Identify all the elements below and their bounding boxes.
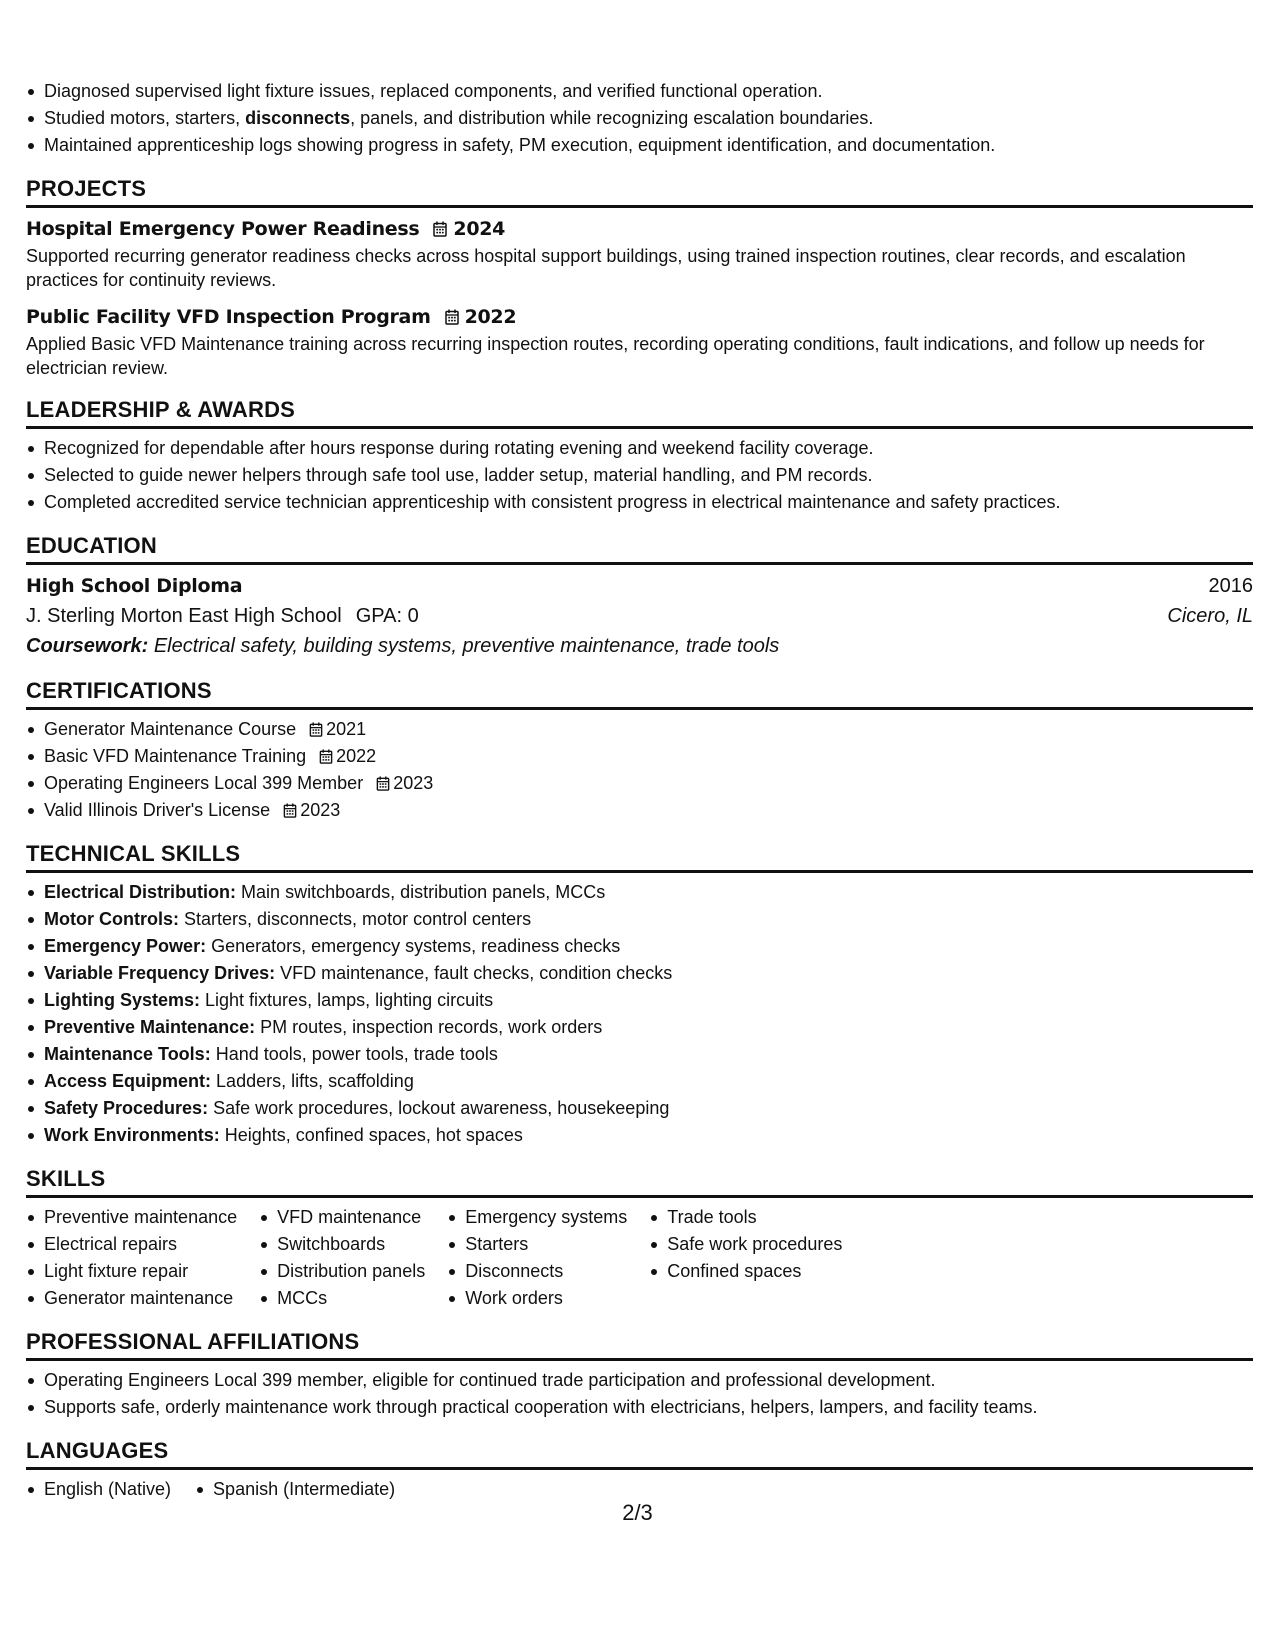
language-item: Spanish (Intermediate) bbox=[195, 1476, 395, 1503]
project-year: 2024 bbox=[453, 218, 506, 240]
education-section bbox=[26, 532, 1253, 661]
affiliation-item: Operating Engineers Local 399 member, eligible for continued trade participation and professional development. bbox=[26, 1367, 1253, 1394]
technical-skill-label: Preventive Maintenance: bbox=[44, 1017, 256, 1037]
project-entry bbox=[26, 302, 1253, 380]
technical-skill-label: Lighting Systems: bbox=[44, 990, 201, 1010]
technical-skill-item bbox=[26, 1122, 1253, 1149]
technical-skill-item bbox=[26, 933, 1253, 960]
project-entry bbox=[26, 214, 1253, 292]
technical-skill-value: Heights, confined spaces, hot spaces bbox=[219, 1125, 523, 1145]
technical-skill-label: Variable Frequency Drives: bbox=[44, 963, 276, 983]
education-school-line bbox=[26, 601, 419, 631]
skills-column bbox=[649, 1204, 842, 1312]
skill-item: VFD maintenance bbox=[259, 1204, 425, 1231]
technical-skill-value: Generators, emergency systems, readiness checks bbox=[206, 936, 621, 956]
skill-item: Light fixture repair bbox=[26, 1258, 237, 1285]
technical-skill-item bbox=[26, 1068, 1253, 1095]
skills-column bbox=[26, 1204, 237, 1312]
certification-name: Generator Maintenance Course bbox=[44, 719, 297, 739]
technical-skill-label: Safety Procedures: bbox=[44, 1098, 209, 1118]
certifications-section bbox=[26, 677, 1253, 824]
calendar-icon bbox=[309, 722, 323, 737]
skill-item: Starters bbox=[447, 1231, 627, 1258]
certifications-list bbox=[26, 716, 1253, 824]
technical-skill-item bbox=[26, 879, 1253, 906]
technical-skill-value: Hand tools, power tools, trade tools bbox=[210, 1044, 498, 1064]
skill-item: Confined spaces bbox=[649, 1258, 842, 1285]
technical-skill-value: Ladders, lifts, scaffolding bbox=[211, 1071, 414, 1091]
skill-item: Switchboards bbox=[259, 1231, 425, 1258]
skill-item: Generator maintenance bbox=[26, 1285, 237, 1312]
skill-item: Emergency systems bbox=[447, 1204, 627, 1231]
technical-skill-label: Maintenance Tools: bbox=[44, 1044, 211, 1064]
certification-name: Basic VFD Maintenance Training bbox=[44, 746, 307, 766]
calendar-icon bbox=[433, 221, 447, 237]
technical-skill-item bbox=[26, 906, 1253, 933]
technical-skill-item bbox=[26, 1014, 1253, 1041]
certification-item bbox=[26, 797, 1253, 824]
technical-skill-value: Main switchboards, distribution panels, MCCs bbox=[236, 882, 606, 902]
certification-year: 2023 bbox=[393, 773, 434, 793]
skill-item: Distribution panels bbox=[259, 1258, 425, 1285]
leadership-list bbox=[26, 435, 1253, 516]
project-description: Applied Basic VFD Maintenance training across recurring inspection routes, recording operating conditions, fault indications, and follow up needs for electrician review. bbox=[26, 334, 1205, 378]
affiliations-section bbox=[26, 1328, 1253, 1421]
education-location: Cicero, IL bbox=[1167, 605, 1253, 627]
certification-year: 2023 bbox=[300, 800, 341, 820]
languages-section bbox=[26, 1437, 1253, 1503]
calendar-icon bbox=[319, 749, 333, 764]
technical-skill-value: VFD maintenance, fault checks, condition checks bbox=[275, 963, 673, 983]
skills-column bbox=[447, 1204, 627, 1312]
project-title-row bbox=[26, 302, 1253, 332]
project-title: Public Facility VFD Inspection Program bbox=[26, 306, 431, 328]
technical-skills-section bbox=[26, 840, 1253, 1149]
skill-item: Safe work procedures bbox=[649, 1231, 842, 1258]
education-degree: High School Diploma bbox=[26, 575, 243, 597]
section-heading-skills: SKILLS bbox=[26, 1165, 1253, 1198]
certification-name: Valid Illinois Driver's License bbox=[44, 800, 271, 820]
skills-column bbox=[259, 1204, 425, 1312]
language-item: English (Native) bbox=[26, 1476, 171, 1503]
technical-skill-label: Electrical Distribution: bbox=[44, 882, 237, 902]
technical-skill-label: Motor Controls: bbox=[44, 909, 179, 929]
section-heading-affiliations: PROFESSIONAL AFFILIATIONS bbox=[26, 1328, 1253, 1361]
certification-year: 2022 bbox=[336, 746, 377, 766]
projects-section bbox=[26, 175, 1253, 380]
affiliation-item: Supports safe, orderly maintenance work through practical cooperation with electricians, helpers, lampers, and facility teams. bbox=[26, 1394, 1253, 1421]
experience-bullet: Studied motors, starters, disconnects, panels, and distribution while recognizing escalation boundaries. bbox=[26, 105, 1253, 132]
experience-bullet: Diagnosed supervised light fixture issues, replaced components, and verified functional operation. bbox=[26, 78, 1253, 105]
calendar-icon bbox=[445, 309, 459, 325]
certification-item bbox=[26, 716, 1253, 743]
experience-bullet: Maintained apprenticeship logs showing progress in safety, PM execution, equipment identification, and documentation. bbox=[26, 132, 1253, 159]
leadership-item: Selected to guide newer helpers through safe tool use, ladder setup, material handling, and PM records. bbox=[26, 462, 1253, 489]
technical-skill-value: Light fixtures, lamps, lighting circuits bbox=[200, 990, 494, 1010]
certification-item bbox=[26, 770, 1253, 797]
skill-item: MCCs bbox=[259, 1285, 425, 1312]
technical-skill-item bbox=[26, 960, 1253, 987]
resume-page bbox=[26, 78, 1253, 1503]
project-title-row bbox=[26, 214, 1253, 244]
leadership-item: Recognized for dependable after hours response during rotating evening and weekend facility coverage. bbox=[26, 435, 1253, 462]
section-heading-education: EDUCATION bbox=[26, 532, 1253, 565]
skill-item: Trade tools bbox=[649, 1204, 842, 1231]
section-heading-certifications: CERTIFICATIONS bbox=[26, 677, 1253, 710]
education-coursework bbox=[26, 631, 1253, 661]
experience-bullets bbox=[26, 78, 1253, 159]
section-heading-leadership: LEADERSHIP & AWARDS bbox=[26, 396, 1253, 429]
skill-item: Preventive maintenance bbox=[26, 1204, 237, 1231]
technical-skill-value: PM routes, inspection records, work orders bbox=[255, 1017, 603, 1037]
education-gpa: GPA: 0 bbox=[355, 605, 419, 627]
project-title: Hospital Emergency Power Readiness bbox=[26, 218, 420, 240]
section-heading-projects: PROJECTS bbox=[26, 175, 1253, 208]
skill-item: Work orders bbox=[447, 1285, 627, 1312]
project-description: Supported recurring generator readiness checks across hospital support buildings, using trained inspection routines, clear records, and escalation practices for continuity reviews. bbox=[26, 246, 1186, 290]
coursework-text: Electrical safety, building systems, preventive maintenance, trade tools bbox=[153, 635, 780, 657]
certification-year: 2021 bbox=[326, 719, 367, 739]
technical-skill-item bbox=[26, 1041, 1253, 1068]
technical-skill-item bbox=[26, 987, 1253, 1014]
certification-name: Operating Engineers Local 399 Member bbox=[44, 773, 364, 793]
technical-skill-value: Safe work procedures, lockout awareness, housekeeping bbox=[208, 1098, 670, 1118]
project-year: 2022 bbox=[464, 306, 517, 328]
skills-section bbox=[26, 1165, 1253, 1312]
technical-skills-list bbox=[26, 879, 1253, 1149]
education-school-row bbox=[26, 601, 1253, 631]
skill-item: Disconnects bbox=[447, 1258, 627, 1285]
skill-item: Electrical repairs bbox=[26, 1231, 237, 1258]
technical-skill-value: Starters, disconnects, motor control centers bbox=[178, 909, 532, 929]
skills-grid bbox=[26, 1204, 1253, 1312]
calendar-icon bbox=[376, 776, 390, 791]
coursework-label: Coursework: bbox=[26, 635, 149, 657]
education-year: 2016 bbox=[1208, 575, 1253, 597]
leadership-section bbox=[26, 396, 1253, 516]
technical-skill-label: Access Equipment: bbox=[44, 1071, 212, 1091]
calendar-icon bbox=[283, 803, 297, 818]
section-heading-technical-skills: TECHNICAL SKILLS bbox=[26, 840, 1253, 873]
technical-skill-label: Emergency Power: bbox=[44, 936, 207, 956]
certification-item bbox=[26, 743, 1253, 770]
section-heading-languages: LANGUAGES bbox=[26, 1437, 1253, 1470]
languages-list bbox=[26, 1476, 1253, 1503]
education-school: J. Sterling Morton East High School bbox=[26, 605, 342, 627]
technical-skill-label: Work Environments: bbox=[44, 1125, 220, 1145]
education-degree-row bbox=[26, 571, 1253, 601]
technical-skill-item bbox=[26, 1095, 1253, 1122]
page-number: 2/3 bbox=[622, 1500, 653, 1525]
leadership-item: Completed accredited service technician apprenticeship with consistent progress in electrical maintenance and safety practices. bbox=[26, 489, 1253, 516]
affiliations-list bbox=[26, 1367, 1253, 1421]
